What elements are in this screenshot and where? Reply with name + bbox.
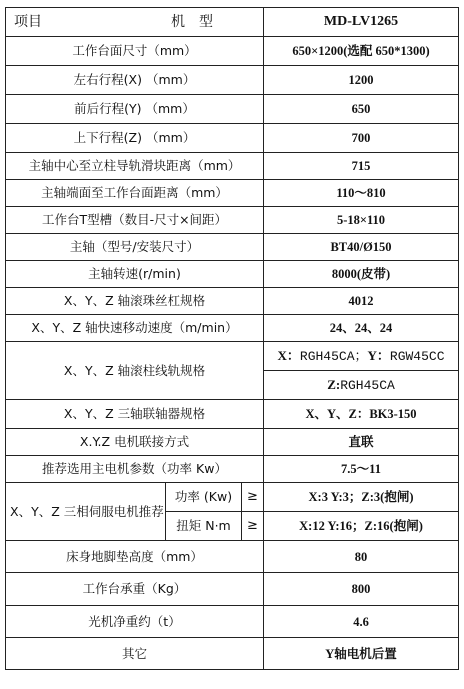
spec-value: 715: [264, 153, 459, 180]
spec-value: X、Y、Z：BK3-150: [264, 400, 459, 429]
spec-value: 700: [264, 124, 459, 153]
spec-label: 主轴端面至工作台面距离（mm）: [6, 180, 264, 207]
guide-z-value: RGH45CA: [340, 377, 395, 393]
servo-torque-label: 扭矩 N·m: [166, 512, 242, 541]
model-header: 机型: [171, 14, 227, 30]
spec-label: 上下行程(Z) （mm）: [6, 124, 264, 153]
spec-value: 4.6: [264, 606, 459, 638]
spec-value: 800: [264, 573, 459, 606]
spec-label: 光机净重约（t）: [6, 606, 264, 638]
model-value: MD-LV1265: [264, 8, 459, 37]
servo-label: X、Y、Z 三相伺服电机推荐: [6, 483, 166, 541]
linear-guide-xy-value: [264, 342, 459, 371]
guide-y-prefix: Y：: [367, 347, 390, 363]
guide-z-prefix: Z:: [327, 376, 341, 392]
spec-row: [6, 234, 459, 261]
spec-label: 推荐选用主电机参数（功率 Kw）: [6, 456, 264, 483]
spec-row: [6, 37, 459, 66]
spec-row: [6, 95, 459, 124]
spec-label: 主轴转速(r/min): [6, 261, 264, 288]
servo-power-row: [6, 483, 459, 512]
spec-row: [6, 207, 459, 234]
spec-label: 床身地脚垫高度（mm）: [6, 541, 264, 573]
spec-value: 直联: [264, 429, 459, 456]
header-row: [6, 8, 459, 37]
spec-label: X.Y.Z 电机联接方式: [6, 429, 264, 456]
spec-row: [6, 400, 459, 429]
spec-row: [6, 541, 459, 573]
spec-label: 前后行程(Y) （mm）: [6, 95, 264, 124]
spec-label: X、Y、Z 轴快速移动速度（m/min）: [6, 315, 264, 342]
spec-row: [6, 573, 459, 606]
spec-row: [6, 153, 459, 180]
servo-power-symbol: ≥: [242, 483, 264, 512]
spec-label: 主轴中心至立柱导轨滑块距离（mm）: [6, 153, 264, 180]
spec-value: 80: [264, 541, 459, 573]
spec-row: [6, 606, 459, 638]
spec-row: [6, 315, 459, 342]
spec-value: Y轴电机后置: [264, 638, 459, 670]
spec-value: BT40/Ø150: [264, 234, 459, 261]
servo-power-label: 功率 (Kw): [166, 483, 242, 512]
spec-row: [6, 180, 459, 207]
spec-value: 1200: [264, 66, 459, 95]
guide-x-value: RGH45CA；: [299, 348, 368, 364]
spec-label: 其它: [6, 638, 264, 670]
spec-row: [6, 429, 459, 456]
spec-value: 7.5～11: [264, 456, 459, 483]
spec-row: [6, 456, 459, 483]
servo-power-value: X:3 Y:3；Z:3(抱闸): [264, 483, 459, 512]
servo-torque-value: X:12 Y:16；Z:16(抱闸): [264, 512, 459, 541]
spec-row: [6, 261, 459, 288]
spec-label: X、Y、Z 轴滚珠丝杠规格: [6, 288, 264, 315]
item-header: 项目: [14, 14, 42, 30]
spec-label: 工作台T型槽（数目-尺寸×间距）: [6, 207, 264, 234]
spec-row: [6, 638, 459, 670]
spec-label: 工作台面尺寸（mm）: [6, 37, 264, 66]
spec-value: 4012: [264, 288, 459, 315]
spec-table: [5, 7, 459, 670]
header-label-cell: [6, 8, 264, 37]
spec-value: 650×1200(选配 650*1300): [264, 37, 459, 66]
linear-guide-label: X、Y、Z 轴滚柱线轨规格: [6, 342, 264, 400]
spec-label: 工作台承重（Kg）: [6, 573, 264, 606]
spec-row: [6, 66, 459, 95]
guide-y-value: RGW45CC: [389, 348, 445, 364]
linear-guide-row: [6, 342, 459, 371]
spec-value: 650: [264, 95, 459, 124]
spec-value: 24、24、24: [264, 315, 459, 342]
spec-value: 110～810: [264, 180, 459, 207]
linear-guide-z-value: [264, 371, 459, 400]
servo-torque-symbol: ≥: [242, 512, 264, 541]
spec-label: 左右行程(X) （mm）: [6, 66, 264, 95]
spec-label: X、Y、Z 三轴联轴器规格: [6, 400, 264, 429]
spec-row: [6, 288, 459, 315]
spec-value: 5-18×110: [264, 207, 459, 234]
guide-x-prefix: X：: [277, 347, 300, 363]
spec-label: 主轴（型号/安装尺寸）: [6, 234, 264, 261]
spec-row: [6, 124, 459, 153]
spec-value: 8000(皮带): [264, 261, 459, 288]
